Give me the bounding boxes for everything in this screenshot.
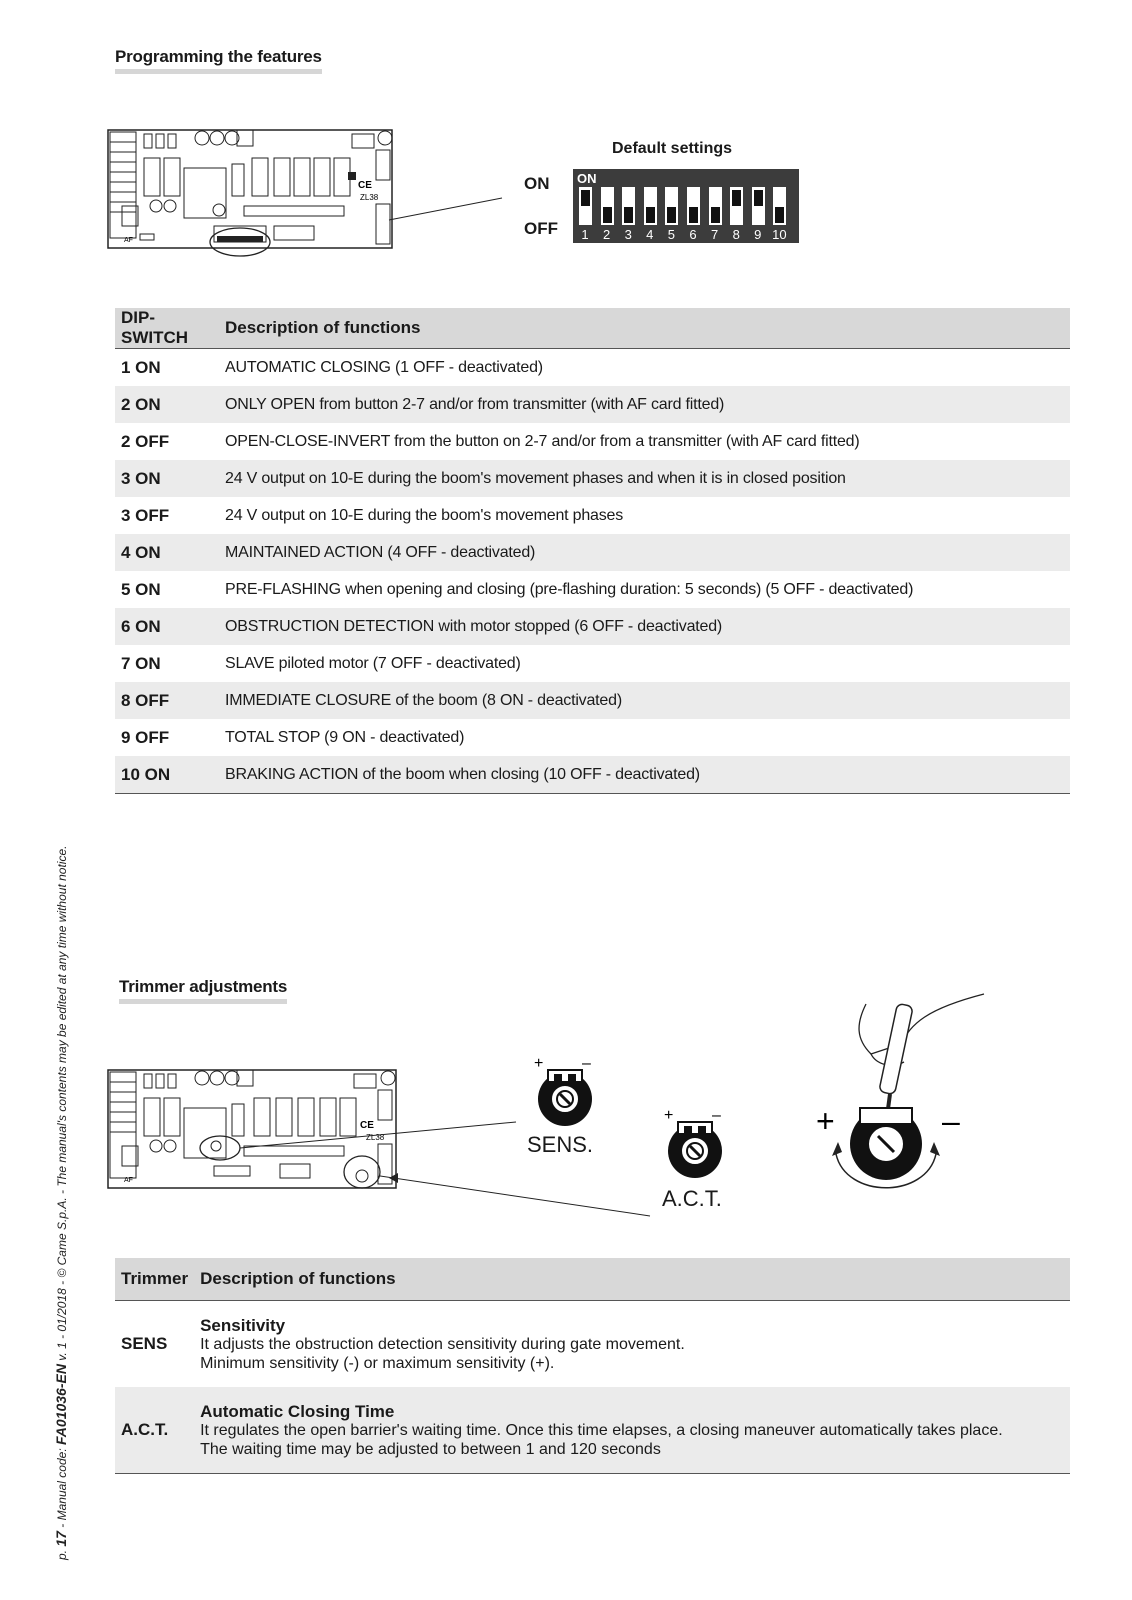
table-row	[115, 682, 1070, 719]
trim-line: Minimum sensitivity (-) or maximum sensitivity (+).	[200, 1354, 555, 1372]
dip-desc: IMMEDIATE CLOSURE of the boom (8 ON - deactivated)	[219, 682, 1070, 719]
dip-switch-number: 10	[772, 227, 787, 242]
dip-switch-6	[686, 186, 701, 226]
trimmer-table	[115, 1258, 1070, 1474]
dip-switch-knob	[775, 207, 784, 223]
table-row	[115, 1301, 1070, 1388]
board-ce-mark: CE	[358, 180, 372, 191]
dip-key: 6 ON	[115, 608, 219, 645]
trim-line: It adjusts the obstruction detection sensitivity during gate movement.	[200, 1335, 685, 1353]
dip-switch-number: 7	[710, 227, 719, 242]
section-title-programming: Programming the features	[115, 48, 322, 74]
table-row	[115, 756, 1070, 794]
trim-title: Sensitivity	[200, 1315, 286, 1335]
table-row	[115, 349, 1070, 387]
dip-key: 8 OFF	[115, 682, 219, 719]
dip-switch-block	[573, 169, 799, 243]
dip-switch-4	[643, 186, 658, 226]
act-label: A.C.T.	[662, 1186, 722, 1211]
footer-manual-code: FA01036-EN	[53, 1364, 69, 1445]
svg-text:–: –	[712, 1107, 721, 1124]
dip-switch-number: 2	[602, 227, 611, 242]
dip-switch-number: 3	[624, 227, 632, 242]
dip-switch-number: 1	[581, 227, 589, 242]
dip-switch-knob	[754, 190, 763, 206]
dip-switch-number: 8	[732, 227, 740, 242]
dip-switch-table	[115, 308, 1070, 794]
dip-switch-knob	[667, 207, 676, 223]
trim-table-header-desc: Description of functions	[194, 1258, 1070, 1301]
dip-switch-3	[621, 186, 636, 226]
table-row	[115, 497, 1070, 534]
dip-switch-5	[664, 186, 679, 226]
sens-label: SENS.	[527, 1132, 594, 1157]
dip-desc: AUTOMATIC CLOSING (1 OFF - deactivated)	[225, 358, 543, 376]
screwdriver-adjust-icon	[816, 984, 996, 1214]
dip-desc: OBSTRUCTION DETECTION with motor stopped (6 OFF - deactivated)	[219, 608, 1070, 645]
trim-line: The waiting time may be adjusted to between 1 and 120 seconds	[200, 1440, 661, 1458]
svg-text:+: +	[534, 1055, 544, 1072]
section-title-trimmer: Trimmer adjustments	[119, 978, 287, 1004]
dip-desc: 24 V output on 10-E during the boom's movement phases and when it is in closed position	[219, 460, 1070, 497]
dip-key: 2 OFF	[121, 431, 170, 451]
dip-switch-8	[729, 186, 744, 226]
page-footer	[53, 846, 69, 1560]
dip-switch-1	[578, 186, 593, 226]
dip-desc: 24 V output on 10-E during the boom's movement phases	[225, 506, 624, 524]
board-ce-mark-2: CE	[360, 1120, 374, 1131]
table-row	[115, 534, 1070, 571]
footer-page-number: 17	[53, 1531, 69, 1547]
table-row	[115, 719, 1070, 756]
board-model-label-2: ZL38	[366, 1133, 385, 1142]
dip-switch-10	[772, 186, 787, 226]
dip-on-text: ON	[577, 171, 597, 186]
dip-key: 10 ON	[115, 756, 219, 794]
board-model-label: ZL38	[360, 193, 379, 202]
svg-text:–: –	[942, 1103, 960, 1139]
dip-key: 3 ON	[115, 460, 219, 497]
dip-key: 4 ON	[115, 534, 219, 571]
trim-line: It regulates the open barrier's waiting time. Once this time elapses, a closing maneuver automatically takes place.	[200, 1421, 1003, 1439]
svg-text:–: –	[582, 1055, 591, 1072]
table-row	[115, 460, 1070, 497]
dip-switch-knob	[711, 207, 720, 223]
dip-switch-9	[751, 186, 766, 226]
trim-desc	[194, 1301, 1070, 1388]
act-trimmer-icon	[660, 1106, 740, 1186]
table-row	[115, 1387, 1070, 1474]
table-row	[115, 645, 1070, 682]
dip-switch-knob	[581, 190, 590, 206]
dip-switch-knob	[603, 207, 612, 223]
footer-notice: - 01/2018 - © Came S.p.A. - The manual's contents may be edited at any time without notice.	[55, 845, 69, 1339]
dip-switch-knob	[646, 207, 655, 223]
dip-desc: SLAVE piloted motor (7 OFF - deactivated)	[225, 654, 521, 672]
dip-key: 1 ON	[121, 357, 161, 377]
trim-desc	[194, 1387, 1070, 1474]
dip-key: 5 ON	[121, 579, 161, 599]
trim-table-header-key: Trimmer	[115, 1258, 194, 1301]
dip-desc: ONLY OPEN from button 2-7 and/or from transmitter (with AF card fitted)	[219, 386, 1070, 423]
table-row	[115, 571, 1070, 608]
table-row	[115, 423, 1070, 460]
dip-table-header-desc: Description of functions	[219, 308, 1070, 349]
svg-text:+: +	[816, 1103, 835, 1139]
trim-key: SENS	[121, 1334, 168, 1353]
default-settings-label: Default settings	[612, 140, 733, 157]
dip-switch-number: 5	[667, 227, 675, 242]
dip-key: 3 OFF	[121, 505, 170, 525]
control-board-diagram	[104, 126, 504, 261]
dip-switch-2	[600, 186, 615, 226]
dip-switch-7	[708, 186, 723, 226]
dip-switch-knob	[732, 190, 741, 206]
table-row	[115, 608, 1070, 645]
dip-desc: OPEN-CLOSE-INVERT from the button on 2-7 and/or from a transmitter (with AF card fitted)	[225, 432, 860, 450]
dip-switch-number: 6	[689, 227, 697, 242]
trim-title: Automatic Closing Time	[200, 1401, 395, 1421]
dip-switch-number: 9	[754, 227, 762, 242]
dip-key: 2 ON	[115, 386, 219, 423]
dip-switch-knob	[689, 207, 698, 223]
dip-key: 7 ON	[121, 653, 161, 673]
board-af-label: AF	[124, 237, 133, 244]
footer-version: v. 1	[55, 1342, 69, 1361]
footer-sep: - Manual code:	[55, 1448, 69, 1528]
table-row	[115, 386, 1070, 423]
dip-switch-number: 4	[646, 227, 654, 242]
sens-trimmer-icon	[530, 1054, 610, 1134]
dip-key: 9 OFF	[121, 727, 170, 747]
svg-text:+: +	[664, 1107, 674, 1124]
off-label: OFF	[524, 219, 558, 238]
dip-table-header-key: DIP-SWITCH	[115, 308, 219, 349]
dip-desc: BRAKING ACTION of the boom when closing (10 OFF - deactivated)	[219, 756, 1070, 794]
on-label: ON	[524, 174, 550, 193]
board-af-label-2: AF	[124, 1177, 133, 1184]
footer-page-prefix: p.	[55, 1549, 69, 1560]
dip-desc: TOTAL STOP (9 ON - deactivated)	[225, 728, 465, 746]
trim-key: A.C.T.	[115, 1387, 194, 1474]
dip-desc: PRE-FLASHING when opening and closing (pre-flashing duration: 5 seconds) (5 OFF - deactivated)	[225, 580, 914, 598]
dip-switch-knob	[624, 207, 633, 223]
dip-desc: MAINTAINED ACTION (4 OFF - deactivated)	[219, 534, 1070, 571]
